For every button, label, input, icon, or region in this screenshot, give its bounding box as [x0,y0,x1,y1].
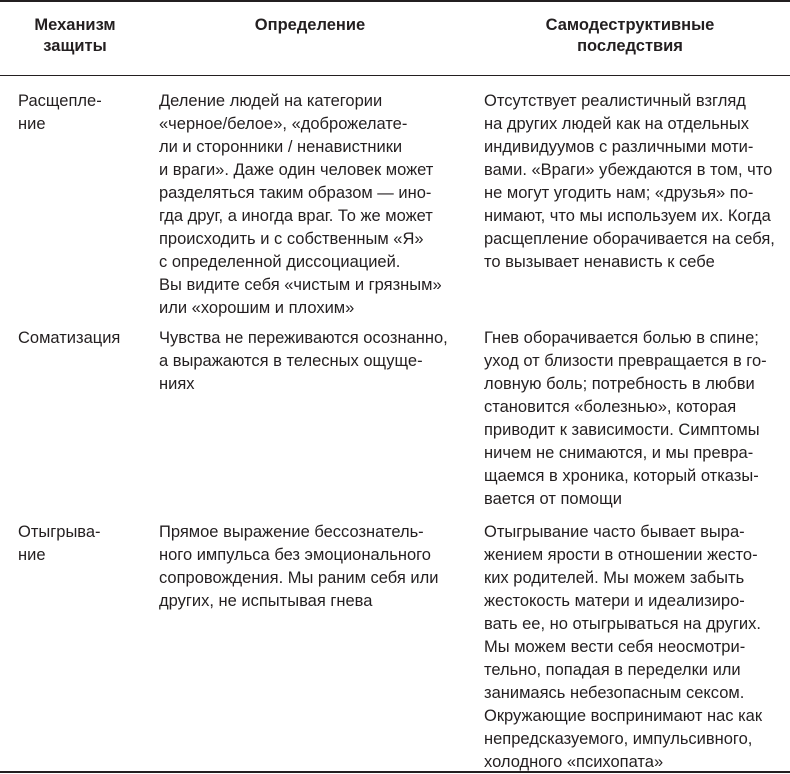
text-line: гда друг, а иногда враг. То же может [159,207,433,225]
header-consequences [470,15,790,57]
text-line: «черное/белое», «доброжелате- [159,115,408,133]
text-line: ние [18,546,46,564]
row-splitting-consequences [484,90,784,274]
text-line: или «хорошим и плохим» [159,299,355,317]
text-line: занимаясь небезопасным сексом. [484,684,745,702]
text-line: непредсказуемого, импульсивного, [484,730,753,748]
text-line: ние [18,115,46,133]
row-splitting-definition [159,90,469,320]
text-line: тельно, попадая в переделки или [484,661,741,679]
text-line: последствия [577,37,683,55]
text-line: Деление людей на категории [159,92,383,110]
text-line: вами. «Враги» убеждаются в том, что [484,161,773,179]
text-line: Прямое выражение бессознатель- [159,523,424,541]
text-line: защиты [43,37,107,55]
text-line: ничем не снимаются, и мы превра- [484,444,754,462]
text-line: то вызывает ненависть к себе [484,253,715,271]
text-line: Вы видите себя «чистым и грязным» [159,276,442,294]
row-acting-out-definition [159,521,469,613]
text-line: щаемся в хроника, который отказы- [484,467,759,485]
text-line: жением ярости в отношении жесто- [484,546,758,564]
text-line: а выражаются в телесных ощуще- [159,352,423,370]
text-line: вается от помощи [484,490,622,508]
text-line: Гнев оборачивается болью в спине; [484,329,759,347]
text-line: Чувства не переживаются осознанно, [159,329,448,347]
text-line: становится «болезнью», которая [484,398,737,416]
row-somatization-definition [159,327,469,396]
header-rule [0,75,790,76]
text-line: Соматизация [18,329,121,347]
text-line: ли и сторонники / ненавистники [159,138,403,156]
text-line: Расщепле- [18,92,102,110]
row-splitting-mechanism [18,90,158,136]
text-line: жестокость матери и идеализиро- [484,592,745,610]
text-line: нимают, что мы используем их. Когда [484,207,771,225]
text-line: уход от близости превращается в го- [484,352,767,370]
text-line: ловную боль; потребность в любви [484,375,755,393]
text-line: Механизм [34,16,116,34]
text-line: холодного «психопата» [484,753,664,771]
text-line: Самодеструктивные [545,16,715,34]
text-line: ного импульса без эмоционального [159,546,431,564]
text-line: расщепление оборачивается на себя, [484,230,775,248]
text-line: разделяться таким образом — ино- [159,184,432,202]
text-line: ких родителей. Мы можем забыть [484,569,745,587]
text-line: приводит к зависимости. Симптомы [484,421,760,439]
text-line: не могут угодить нам; «друзья» по- [484,184,754,202]
text-line: других, не испытывая гнева [159,592,373,610]
text-line: индивидуумов с различными моти- [484,138,754,156]
text-line: происходить и с собственным «Я» [159,230,424,248]
row-somatization-consequences [484,327,784,511]
text-line: на других людей как на отдельных [484,115,750,133]
text-line: Отсутствует реалистичный взгляд [484,92,746,110]
text-line: ниях [159,375,195,393]
text-line: Определение [254,16,366,34]
text-line: Отыгрывание часто бывает выра- [484,523,745,541]
header-definition [150,15,470,36]
header-mechanism [0,15,150,57]
row-somatization-mechanism [18,327,158,350]
text-line: Отыгрыва- [18,523,101,541]
text-line: Окружающие воспринимают нас как [484,707,763,725]
text-line: вать ее, но отыгрываться на других. [484,615,761,633]
text-line: с определенной диссоциацией. [159,253,401,271]
text-line: и враги». Даже один человек может [159,161,434,179]
text-line: сопровождения. Мы раним себя или [159,569,439,587]
table-top-rule [0,0,790,2]
row-acting-out-consequences [484,521,784,774]
row-acting-out-mechanism [18,521,158,567]
text-line: Мы можем вести себя неосмотри- [484,638,746,656]
